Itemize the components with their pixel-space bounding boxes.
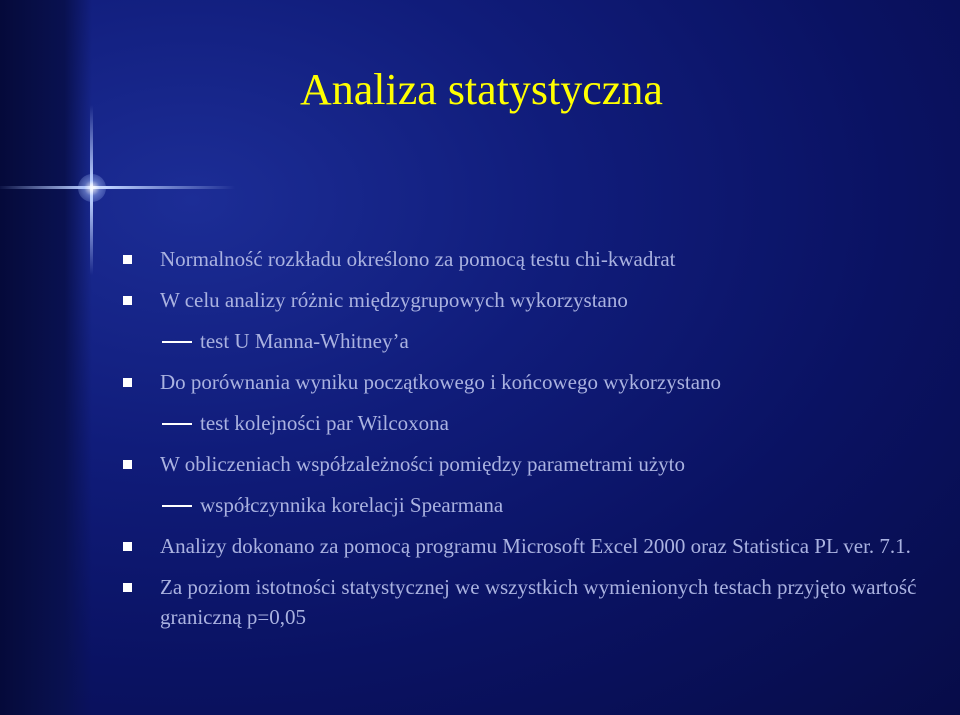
bullet-item xyxy=(120,572,940,632)
square-bullet-icon xyxy=(123,542,132,551)
bullet-text: Normalność rozkładu określono za pomocą testu chi-kwadrat xyxy=(160,247,676,271)
dash-bullet-icon xyxy=(162,341,192,343)
bullet-text: W celu analizy różnic międzygrupowych wykorzystano xyxy=(160,288,628,312)
square-bullet-icon xyxy=(123,296,132,305)
bullet-text: Analizy dokonano za pomocą programu Microsoft Excel 2000 oraz Statistica PL ver. 7.1. xyxy=(160,534,911,558)
bullet-text: Do porównania wyniku początkowego i końcowego wykorzystano xyxy=(160,370,722,394)
sub-bullet-item xyxy=(120,326,940,356)
bullet-text: Za poziom istotności statystycznej we wszystkich wymienionych testach przyjęto wartość graniczną p=0,05 xyxy=(160,575,917,629)
sparkle-star-icon xyxy=(78,174,106,202)
sub-bullet-item xyxy=(120,490,940,520)
square-bullet-icon xyxy=(123,255,132,264)
slide-title: Analiza statystyczna xyxy=(300,65,663,114)
sub-bullet-text: współczynnika korelacji Spearmana xyxy=(200,493,504,517)
square-bullet-icon xyxy=(123,583,132,592)
bullet-item xyxy=(120,449,940,479)
sparkle-horizontal-ray xyxy=(0,186,235,189)
bullet-item xyxy=(120,531,940,561)
square-bullet-icon xyxy=(123,460,132,469)
dash-bullet-icon xyxy=(162,423,192,425)
dash-bullet-icon xyxy=(162,505,192,507)
bullet-list xyxy=(120,244,940,643)
left-decorative-band xyxy=(0,0,92,715)
square-bullet-icon xyxy=(123,378,132,387)
bullet-text: W obliczeniach współzależności pomiędzy parametrami użyto xyxy=(160,452,685,476)
bullet-item xyxy=(120,367,940,397)
bullet-item xyxy=(120,285,940,315)
sub-bullet-text: test kolejności par Wilcoxona xyxy=(200,411,449,435)
sub-bullet-item xyxy=(120,408,940,438)
sub-bullet-text: test U Manna-Whitney’a xyxy=(200,329,409,353)
bullet-item xyxy=(120,244,940,274)
